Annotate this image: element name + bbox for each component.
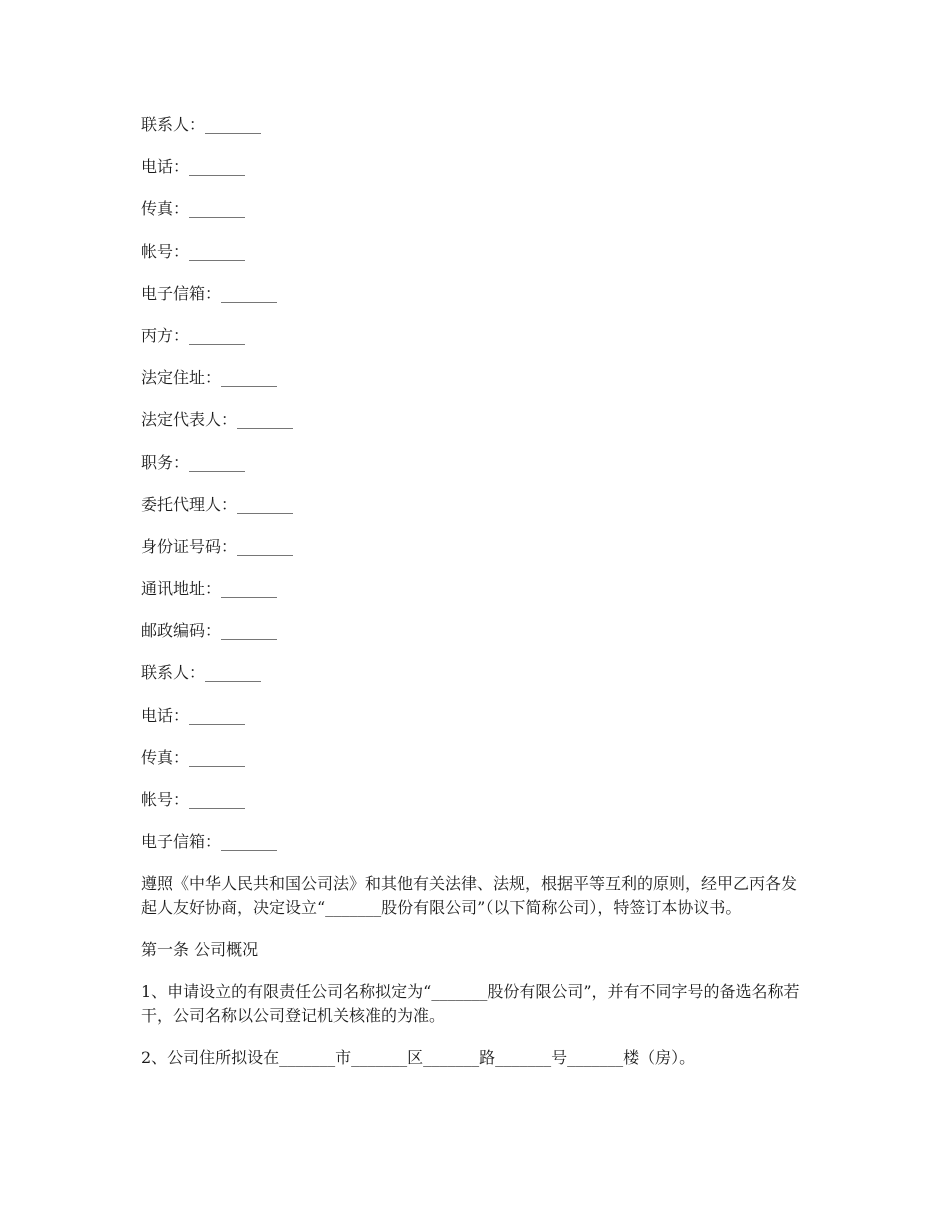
field-legal-address: 法定住址：_______	[141, 368, 278, 388]
field-position: 职务：_______	[141, 452, 246, 472]
field-mailing-address: 通讯地址：_______	[141, 579, 278, 599]
preamble-paragraph: 遵照《中华人民共和国公司法》和其他有关法律、法规，根据平等互利的原则，经甲乙丙各发起人友好协商，决定设立“_______股份有限公司”（以下简称公司），特签订本协议书。	[141, 874, 798, 918]
field-fax-2: 传真：_______	[141, 747, 246, 767]
article-title: 第一条 公司概况	[141, 940, 259, 960]
clause-2-paragraph: 2、公司住所拟设在_______市_______区_______路_______号_______楼（房）。	[141, 1048, 696, 1068]
field-postal-code: 邮政编码：_______	[141, 621, 278, 641]
clause-1-paragraph: 1、申请设立的有限责任公司名称拟定为“_______股份有限公司”，并有不同字号的备选名称若干，公司名称以公司登记机关核准的为准。	[141, 982, 800, 1026]
field-phone-2: 电话：_______	[141, 705, 246, 725]
document-body	[141, 113, 811, 1088]
field-account: 帐号：_______	[141, 241, 246, 261]
field-authorized-agent: 委托代理人：_______	[141, 494, 294, 514]
field-id-number: 身份证号码：_______	[141, 536, 294, 556]
field-phone: 电话：_______	[141, 157, 246, 177]
field-contact-person-2: 联系人：_______	[141, 663, 262, 683]
field-legal-representative: 法定代表人：_______	[141, 410, 294, 430]
field-email-2: 电子信箱：_______	[141, 832, 278, 852]
field-email: 电子信箱：_______	[141, 283, 278, 303]
field-party-c: 丙方：_______	[141, 325, 246, 345]
field-account-2: 帐号：_______	[141, 790, 246, 809]
field-contact-person: 联系人：_______	[141, 115, 262, 134]
field-fax: 传真：_______	[141, 199, 246, 219]
